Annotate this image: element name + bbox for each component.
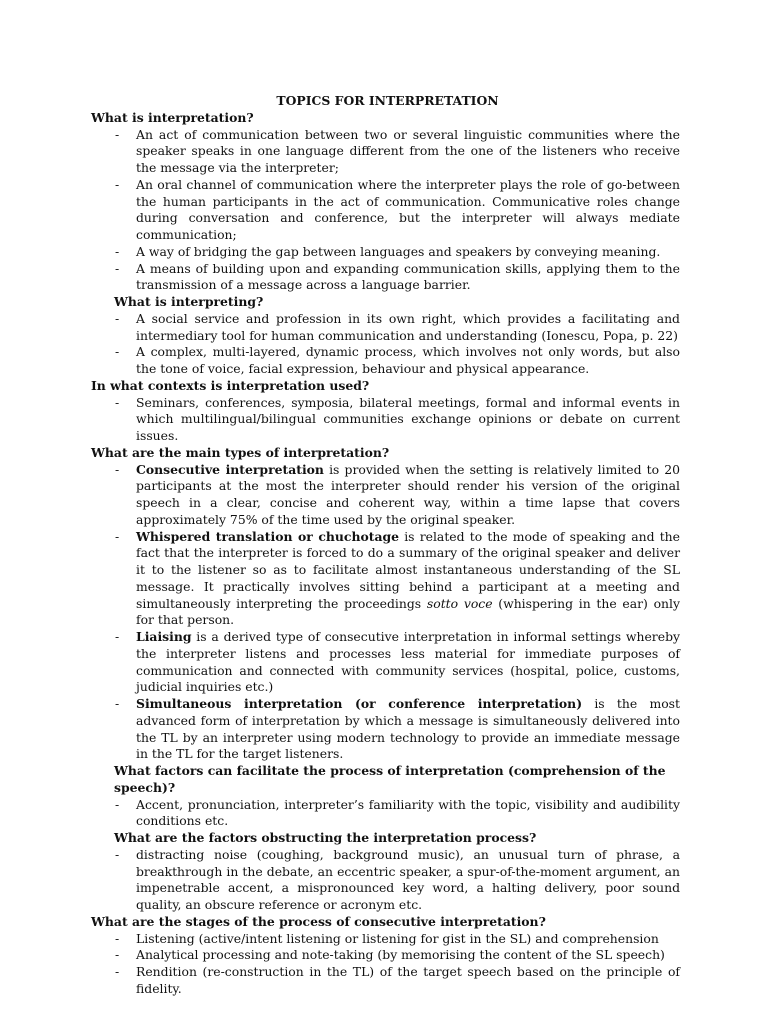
list-item: - Accent, pronunciation, interpreter’s familiarity with the topic, visibility and audibility conditions etc. xyxy=(91,797,680,831)
list-item-simultaneous xyxy=(91,696,680,763)
list-item: - An act of communication between two or several linguistic communities where the speaker speaks in one language different from the one of the listeners who receive the message via the interpreter; xyxy=(91,127,680,177)
term-liaising: Liaising xyxy=(136,629,192,644)
term-consecutive: Consecutive interpretation xyxy=(136,461,324,477)
definition-text: (whispering in the ear) only for that person. xyxy=(136,595,680,628)
term-whispered: Whispered translation or chuchotage xyxy=(136,528,400,544)
list-item-liaising xyxy=(91,629,680,696)
question-contexts: In what contexts is interpretation used? xyxy=(91,377,370,393)
list-item: - distracting noise (coughing, background music), an unusual turn of phrase, a breakthrough in the debate, an eccentric speaker, a spur-of-the-moment argument, an impenetrable accent, a mispronounced key word, a halting delivery, poor sound quality, an obscure reference or acronym etc. xyxy=(91,847,680,914)
answer-list xyxy=(91,127,680,295)
definition-text: is provided when the setting is relatively limited to 20 participants at the most the interpreter should render his version of the original speech in a clear, concise and coherent way, within a time lapse that covers approximately 75% of the time used by the original speaker. xyxy=(136,461,680,527)
question-main-types: What are the main types of interpretation? xyxy=(91,444,390,460)
question-facilitating-factors: What factors can facilitate the process of interpretation (comprehension of the speech)? xyxy=(114,763,666,795)
question-what-is-interpretation: What is interpretation? xyxy=(91,109,254,125)
answer-list xyxy=(91,311,680,378)
question-obstructing-factors: What are the factors obstructing the interpretation process? xyxy=(114,830,537,845)
list-item: - A complex, multi-layered, dynamic process, which involves not only words, but also the tone of voice, facial expression, behaviour and physical appearance. xyxy=(91,344,680,378)
answer-list xyxy=(91,847,680,914)
italic-term: sotto voce xyxy=(426,595,493,611)
list-item-whispered xyxy=(91,529,680,630)
question-what-is-interpreting: What is interpreting? xyxy=(114,294,264,309)
list-item: - Seminars, conferences, symposia, bilateral meetings, formal and informal events in which multilingual/bilingual communities exchange opinions or debate on current issues. xyxy=(91,395,680,445)
definition-text: is related to the mode of speaking and the fact that the interpreter is forced to do a summary of the original speaker and deliver it to the listener so as to facilitate almost instantaneous understanding of the SL message. It practically involves sitting behind a participant at a meeting and simultaneously interpreting the proceedings xyxy=(136,528,680,611)
question-stages: What are the stages of the process of consecutive interpretation? xyxy=(91,913,546,929)
page-title: TOPICS FOR INTERPRETATION xyxy=(276,93,499,108)
definition-text: is a derived type of consecutive interpretation in informal settings whereby the interpreter listens and processes less material for immediate purposes of communication and connected with community services (hospital, police, customs, judicial inquiries etc.) xyxy=(136,629,680,695)
definition-text: is the most advanced form of interpretation by which a message is simultaneously delivered into the TL by an interpreter using modern technology to provide an immediate message in the TL for the target listeners. xyxy=(136,696,680,762)
answer-list xyxy=(91,462,680,764)
list-item: - Analytical processing and note-taking (by memorising the content of the SL speech) xyxy=(91,947,680,964)
list-item: - Listening (active/intent listening or listening for gist in the SL) and comprehension xyxy=(91,931,680,948)
answer-list xyxy=(91,931,680,998)
list-item: - An oral channel of communication where the interpreter plays the role of go-between the human participants in the act of communication. Communicative roles change during conversation and conference, but the interpreter will always mediate communication; xyxy=(91,177,680,244)
list-item: - A means of building upon and expanding communication skills, applying them to the transmission of a message across a language barrier. xyxy=(91,261,680,295)
list-item: - Rendition (re-construction in the TL) of the target speech based on the principle of fidelity. xyxy=(91,964,680,998)
term-simultaneous: Simultaneous interpretation (or conference interpretation) xyxy=(136,696,583,711)
list-item: - A way of bridging the gap between languages and speakers by conveying meaning. xyxy=(91,244,680,261)
list-item: - A social service and profession in its own right, which provides a facilitating and intermediary tool for human communication and understanding (Ionescu, Popa, p. 22) xyxy=(91,311,680,345)
list-item-consecutive xyxy=(91,462,680,529)
answer-list xyxy=(91,395,680,445)
answer-list xyxy=(91,797,680,831)
